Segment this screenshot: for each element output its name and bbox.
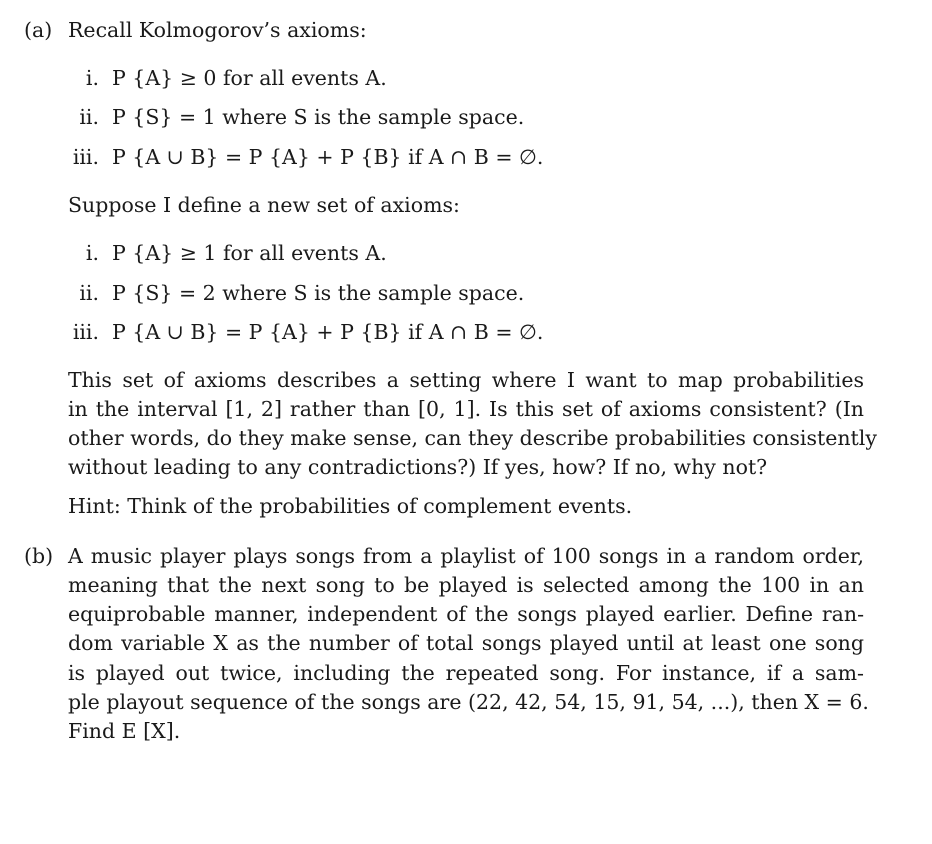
question-line: in the interval [1, 2] rather than [0, 1]. Is this set of axioms consistent? (In <box>68 397 864 421</box>
part-b-line: equiprobable manner, independent of the songs played earlier. Define ran- <box>68 602 864 626</box>
new-axiom-numeral: ii. <box>79 281 99 305</box>
part-b-line: dom variable X as the number of total songs played until at least one song <box>68 631 864 655</box>
kolmogorov-axiom-text: P {A ∪ B} = P {A} + P {B} if A ∩ B = ∅. <box>112 145 544 169</box>
kolmogorov-axiom-numeral: iii. <box>72 145 99 169</box>
suppose-sentence: Suppose I define a new set of axioms: <box>68 193 460 217</box>
new-axiom-numeral: iii. <box>72 320 99 344</box>
kolmogorov-axiom-numeral: i. <box>85 66 99 90</box>
part-b-line: ple playout sequence of the songs are (22, 42, 54, 15, 91, 54, ...), then X = 6. <box>68 690 869 714</box>
new-axiom-text: P {S} = 2 where S is the sample space. <box>112 281 525 305</box>
new-axiom-numeral: i. <box>85 241 99 265</box>
hint-text: Hint: Think of the probabilities of complement events. <box>68 494 633 518</box>
kolmogorov-axiom-text: P {A} ≥ 0 for all events A. <box>112 66 387 90</box>
new-axiom-text: P {A} ≥ 1 for all events A. <box>112 241 387 265</box>
part-b-label: (b) <box>24 544 54 568</box>
part-b-line: Find E [X]. <box>68 719 181 743</box>
kolmogorov-axiom-numeral: ii. <box>79 105 99 129</box>
part-a-label: (a) <box>24 18 53 42</box>
kolmogorov-axiom-text: P {S} = 1 where S is the sample space. <box>112 105 525 129</box>
question-line: without leading to any contradictions?) If yes, how? If no, why not? <box>68 455 768 479</box>
question-line: other words, do they make sense, can they describe probabilities consistently <box>68 426 877 450</box>
new-axiom-text: P {A ∪ B} = P {A} + P {B} if A ∩ B = ∅. <box>112 320 544 344</box>
question-line: This set of axioms describes a setting where I want to map probabilities <box>68 368 864 392</box>
part-a-intro: Recall Kolmogorov’s axioms: <box>68 18 367 42</box>
part-b-line: A music player plays songs from a playlist of 100 songs in a random order, <box>68 544 864 568</box>
part-b-line: meaning that the next song to be played is selected among the 100 in an <box>68 573 864 597</box>
part-b-line: is played out twice, including the repeated song. For instance, if a sam- <box>68 661 864 685</box>
